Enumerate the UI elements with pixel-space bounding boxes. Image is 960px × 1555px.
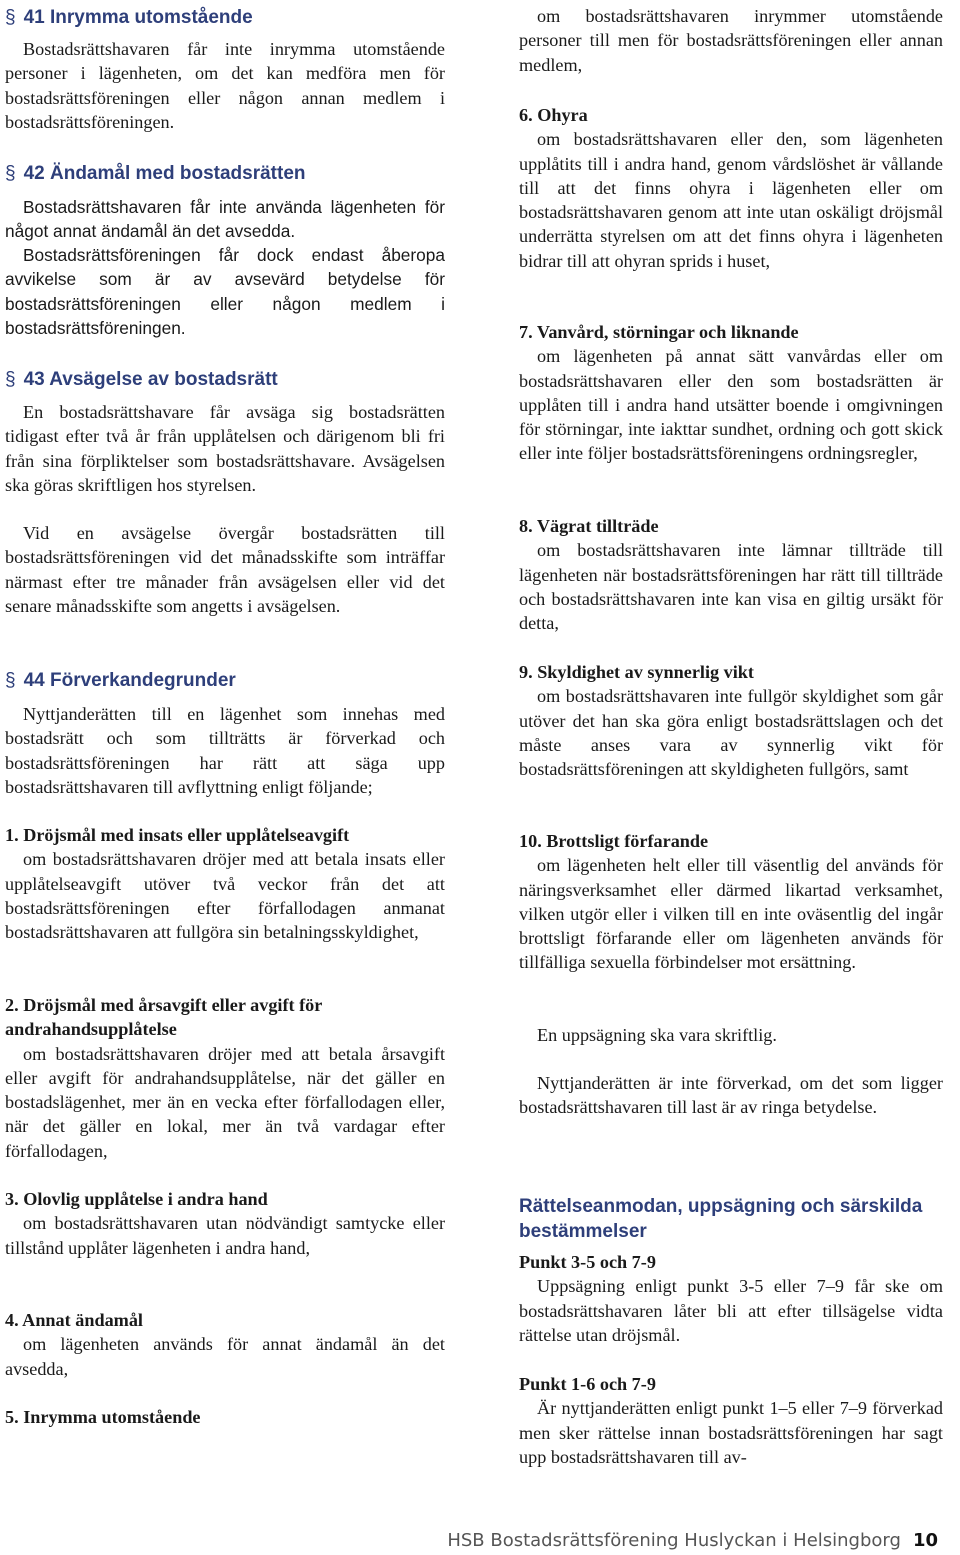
note-minor-fault: Nyttjanderätten är inte förverkad, om det som ligger bostadsrättshavaren till last är av ringa betydelse. (519, 1073, 943, 1118)
paragraph-symbol: § (5, 7, 16, 28)
footer-org-name: HSB Bostadsrättsförening Huslyckan i Helsingborg (447, 1530, 901, 1551)
punkt-title: Punkt 3-5 och 7-9 (519, 1252, 656, 1272)
item-5-continuation: om bostadsrättshavaren inrymmer utomstående personer till men för bostadsrättsföreningen eller annan medlem, (519, 6, 943, 75)
item-text: om bostadsrättshavaren dröjer med att betala insats eller upplåtelseavgift utöver två veckor från det att bostadsrättsföreningen efter förfallodagen anmanat bostadsrättshavaren att fullgöra sin betalningsskyldighet, (5, 849, 445, 943)
section-42-text-1: Bostadsrättshavaren får inte använda lägenheten för något annat ändamål än det avsedda. (5, 197, 445, 242)
list-item (5, 993, 445, 1163)
punkt-title: Punkt 1-6 och 7-9 (519, 1374, 656, 1394)
item-title: 4. Annat ändamål (5, 1310, 143, 1330)
item-text: om lägenheten på annat sätt vanvårdas eller om bostadsrättshavaren eller den som bostadsrätten är upplåten till i andra hand utsätter boende i omgivningen för störningar, inte iakttar sundhet, ordning och gott skick eller inte följer bostadsrättsföreningens ordningsregler, (519, 346, 943, 464)
item-text: om lägenheten används för annat ändamål än det avsedda, (5, 1334, 445, 1379)
paragraph-symbol: § (5, 670, 16, 691)
item-title: 5. Inrymma utomstående (5, 1407, 201, 1427)
list-item (519, 660, 943, 781)
section-44-heading: § 44 Förverkandegrunder (5, 670, 236, 691)
item-text: om lägenheten helt eller till väsentlig del används för näringsverksamhet eller därmed likartad verksamhet, vilken utgör eller i vilken till en inte oväsentlig del ingår brottsligt förfarande eller om lägenheten används för tillfälliga sexuella förbindelser mot ersättning. (519, 855, 943, 973)
item-title: 8. Vägrat tillträde (519, 516, 659, 536)
section-42-text-2: Bostadsrättsföreningen får dock endast åberopa avvikelse som är av avsevärd betydelse för bostadsrättsföreningen eller någon medlem i bostadsrättsföreningen. (5, 245, 445, 338)
item-title: 3. Olovlig upplåtelse i andra hand (5, 1189, 268, 1209)
rattelse-heading: Rättelseanmodan, uppsägning och särskilda bestämmelser (519, 1196, 923, 1242)
page-number: 10 (912, 1530, 938, 1551)
list-item (5, 1187, 445, 1260)
section-42-heading: § 42 Ändamål med bostadsrätten (5, 163, 306, 184)
item-title: 7. Vanvård, störningar och liknande (519, 322, 799, 342)
note-written-notice: En uppsägning ska vara skriftlig. (537, 1025, 777, 1045)
item-text: om bostadsrättshavaren inte lämnar tillträde till lägenheten när bostadsrättsföreningen har rätt till tillträde och bostadsrättshavaren inte kan visa en giltig ursäkt för detta, (519, 540, 943, 634)
section-41-heading: § 41 Inrymma utomstående (5, 7, 253, 28)
list-item (5, 823, 445, 944)
page-footer (447, 1530, 938, 1551)
item-title: 1. Dröjsmål med insats eller upplåtelseavgift (5, 825, 350, 845)
item-text: om bostadsrättshavaren inte fullgör skyldighet som går utöver det han ska göra enligt bostadsrättslagen och det måste anses vara av synnerlig vikt för bostadsrättsföreningen att skyldigheten fullgörs, samt (519, 686, 943, 780)
item-text: om bostadsrättshavaren utan nödvändigt samtycke eller tillstånd upplåter lägenheten i andra hand, (5, 1213, 445, 1258)
list-item (519, 320, 943, 466)
paragraph-symbol: § (5, 369, 16, 390)
punkt-text: Uppsägning enligt punkt 3-5 eller 7–9 får ske om bostadsrättshavaren låter bli att efter tillsägelse vidta rättelse utan dröjsmål. (519, 1276, 943, 1345)
punkt-block (519, 1250, 943, 1347)
item-title: 10. Brottsligt förfarande (519, 831, 709, 851)
paragraph-symbol: § (5, 163, 16, 184)
section-43-heading: § 43 Avsägelse av bostadsrätt (5, 369, 278, 390)
item-title: 6. Ohyra (519, 105, 588, 125)
item-text: om bostadsrättshavaren eller den, som lägenheten upplåtits till i andra hand, genom vårdslöshet är vållande till att det finns ohyra i lägenheten eller om bostadsrättshavaren genom att inte utan oskäligt dröjsmål underrätta styrelsen om att det finns ohyra i lägenheten bidrar till att ohyran sprids i huset, (519, 129, 943, 271)
list-item (5, 1308, 445, 1381)
section-43-text-2: Vid en avsägelse övergår bostadsrätten till bostadsrättsföreningen vid det månadsskifte som inträffar närmast efter tre månader från avsägelsen eller vid det senare månadsskifte som angetts i avsägelsen. (5, 523, 445, 616)
list-item (519, 829, 943, 975)
section-41-text: Bostadsrättshavaren får inte inrymma utomstående personer i lägenheten, om det kan medföra men för bostadsrättsföreningen eller någon annan medlem i bostadsrättsföreningen. (5, 39, 445, 132)
item-title: 9. Skyldighet av synnerlig vikt (519, 662, 754, 682)
list-item (5, 1405, 445, 1429)
section-44-intro: Nyttjanderätten till en lägenhet som innehas med bostadsrätt och som tillträtts är förverkad och bostadsrättsföreningen har rätt att säga upp bostadsrättshavaren till avflyttning enligt följande; (5, 704, 445, 797)
list-item (519, 103, 943, 273)
list-item (519, 514, 943, 635)
section-43-text-1: En bostadsrättshavare får avsäga sig bostadsrätten tidigast efter två år från upplåtelsen och därigenom bli fri från sina förpliktelser som bostadsrättshavare. Avsägelsen ska göras skriftligen hos styrelsen. (5, 402, 445, 495)
punkt-block (519, 1372, 943, 1469)
punkt-text: Är nyttjanderätten enligt punkt 1–5 eller 7–9 förverkad men sker rättelse innan bostadsrättsföreningen har sagt upp bostadsrättshavaren till av- (519, 1398, 943, 1467)
item-title: 2. Dröjsmål med årsavgift eller avgift för andrahandsupplåtelse (5, 995, 323, 1040)
item-text: om bostadsrättshavaren dröjer med att betala årsavgift eller avgift för andrahandsupplåtelse, när det gäller en bostadslägenhet, mer än en vecka efter förfallodagen eller, när det gäller en lokal, mer än två vardagar efter förfallodagen, (5, 1043, 445, 1161)
